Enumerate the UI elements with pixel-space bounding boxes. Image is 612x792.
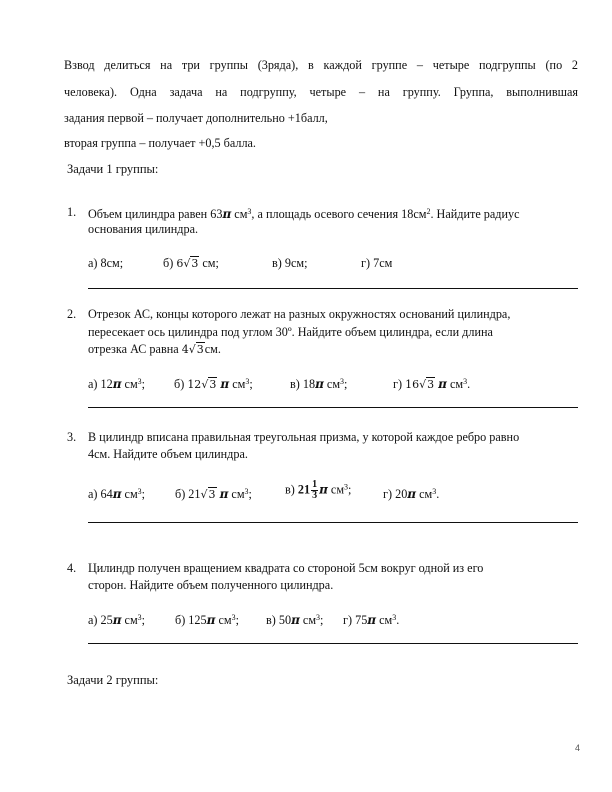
problem-4-answer-b: б) 125π $см^3$;	[175, 613, 239, 627]
answer-line	[88, 522, 578, 523]
problem-3-answer-b: б) 21√3 π $см^3$;	[175, 487, 252, 501]
problem-4-line-1: Цилиндр получен вращением квадрата со стороной 5см вокруг одной из его	[88, 561, 484, 575]
answer-line	[88, 643, 578, 644]
problem-4-line-2: сторон. Найдите объем полученного цилиндра.	[88, 578, 334, 592]
fraction: $\frac{1}{3}$	[312, 479, 318, 501]
problem-3-answer-d: г) 20π $см^3$.	[383, 487, 440, 501]
intro-line-1: Взвод делиться на три группы (3ряда), в каждой группе – четыре подгруппы (по 2	[64, 58, 578, 72]
problem-4-answer-d: г) 75π $см^3$.	[343, 613, 400, 627]
problem-3-answer-a: а) 64π $см^3$;	[88, 487, 146, 501]
page-number: 4	[574, 743, 580, 753]
group2-heading: Задачи 2 группы:	[67, 673, 159, 687]
problem-2-line-2: пересекает ось цилиндра под углом 30º. Найдите объем цилиндра, если длина	[88, 325, 493, 339]
group1-heading: Задачи 1 группы:	[67, 162, 159, 176]
problem-3-number: 3.	[67, 430, 77, 444]
problem-2-answer-c: в) 18π $см^3$;	[290, 377, 348, 391]
problem-2-answer-d: г) 16√3 π $см^3$.	[393, 377, 471, 391]
pi-symbol: π	[222, 207, 232, 221]
problem-2-line-3: отрезка АС равна 4√3см.	[88, 342, 221, 356]
problem-1-answer-c: в) 9см;	[272, 256, 308, 270]
problem-1-answer-a: а) 8см;	[88, 256, 124, 270]
problem-1-line-1: Объем цилиндра равен 63π $см^3$, а площадь осевого сечения $18см^2$. Найдите радиус	[88, 207, 520, 221]
problem-3-line-1: В цилиндр вписана правильная треугольная призма, у которой каждое ребро равно	[88, 430, 520, 444]
intro-line-2: человека). Одна задача на подгруппу, четыре – на группу. Группа, выполнившая	[64, 85, 578, 99]
problem-4-answer-a: а) 25π $см^3$;	[88, 613, 146, 627]
sqrt-expression: 6√3	[176, 257, 199, 270]
problem-1-number: 1.	[67, 205, 77, 219]
intro-line-3: задания первой – получает дополнительно +1балл,	[64, 111, 328, 125]
answer-line	[88, 407, 578, 408]
problem-2-number: 2.	[67, 307, 77, 321]
problem-2-answer-a: а) 12π $см^3$;	[88, 377, 146, 391]
problem-1-answer-b: б) 6√3 см;	[163, 256, 219, 270]
problem-3-answer-c: в) 21 $\frac{1}{3}$ π $см^3$;	[285, 479, 352, 501]
answer-line	[88, 288, 578, 289]
intro-line-4: вторая группа – получает +0,5 балла.	[64, 136, 256, 150]
problem-1-line-2: основания цилиндра.	[88, 222, 199, 236]
problem-1-answer-d: г) 7см	[361, 256, 393, 270]
problem-4-number: 4.	[67, 561, 77, 575]
problem-2-line-1: Отрезок АС, концы которого лежат на разных окружностях оснований цилиндра,	[88, 307, 511, 321]
problem-3-line-2: 4см. Найдите объем цилиндра.	[88, 447, 248, 461]
sqrt-expression: 4√3	[181, 343, 204, 356]
problem-4-answer-c: в) 50π $см^3$;	[266, 613, 324, 627]
problem-2-answer-b: б) 12√3 π $см^3$;	[174, 377, 253, 391]
